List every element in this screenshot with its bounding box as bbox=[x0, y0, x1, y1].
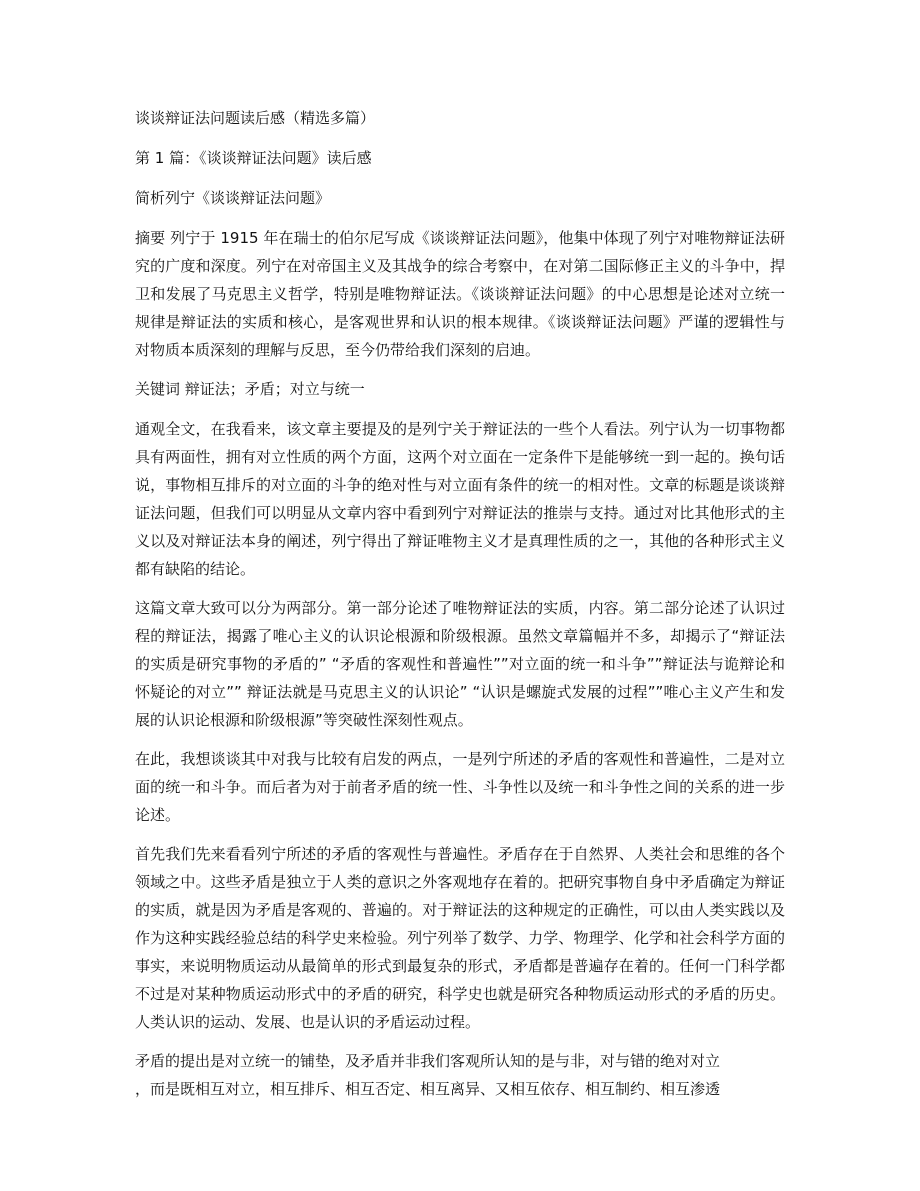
keywords-line: 关键词 辩证法；矛盾；对立与统一 bbox=[135, 380, 365, 398]
body-paragraph-3: 在此，我想谈谈其中对我与比较有启发的两点，一是列宁所述的矛盾的客观性和普遍性，二是对立面的统一和斗争。而后者为对于前者矛盾的统一性、斗争性以及统一和斗争性之间的关系的进一步论述。 bbox=[135, 750, 785, 824]
body-paragraph-5 bbox=[135, 1047, 785, 1103]
paragraph-line: ，而是既相互对立，相互排斥、相互否定、相互离异、又相互依存、相互制约、相互渗透 bbox=[135, 1080, 721, 1098]
document-page bbox=[135, 104, 785, 1103]
body-paragraph-1: 通观全文，在我看来，该文章主要提及的是列宁关于辩证法的一些个人看法。列宁认为一切事物都具有两面性，拥有对立性质的两个方面，这两个对立面在一定条件下是能够统一到一起的。换句话说，事物相互排斥的对立面的斗争的绝对性与对立面有条件的统一的相对性。文章的标题是谈谈辩证法问题，但我们可以明显从文章内容中看到列宁对辩证法的推崇与支持。通过对比其他形式的主义以及对辩证法本身的阐述，列宁得出了辩证唯物主义才是真理性质的之一，其他的各种形式主义都有缺陷的结论。 bbox=[135, 420, 785, 578]
abstract-paragraph: 摘要 列宁于 1915 年在瑞士的伯尔尼写成《谈谈辩证法问题》，他集中体现了列宁对唯物辩证法研究的广度和深度。列宁在对帝国主义及其战争的综合考察中，在对第二国际修正主义的斗争中，捍卫和发展了马克思主义哲学，特别是唯物辩证法。《谈谈辩证法问题》的中心思想是论述对立统一规律是辩证法的实质和核心，是客观世界和认识的根本规律。《谈谈辩证法问题》严谨的逻辑性与对物质本质深刻的理解与反思，至今仍带给我们深刻的启迪。 bbox=[135, 229, 785, 359]
article-title: 简析列宁《谈谈辩证法问题》 bbox=[135, 189, 331, 207]
document-title: 谈谈辩证法问题读后感（精选多篇） bbox=[135, 109, 376, 127]
paragraph-line: 矛盾的提出是对立统一的铺垫，及矛盾并非我们客观所认知的是与非，对与错的绝对对立 bbox=[135, 1052, 721, 1070]
body-paragraph-4: 首先我们先来看看列宁所述的矛盾的客观性与普遍性。矛盾存在于自然界、人类社会和思维的各个领域之中。这些矛盾是独立于人类的意识之外客观地存在着的。把研究事物自身中矛盾确定为辩证的实质，就是因为矛盾是客观的、普遍的。对于辩证法的这种规定的正确性，可以由人类实践以及作为这种实践经验总结的科学史来检验。列宁列举了数学、力学、物理学、化学和社会科学方面的事实，来说明物质运动从最简单的形式到最复杂的形式，矛盾都是普遍存在着的。任何一门科学都不过是对某种物质运动形式中的矛盾的研究，科学史也就是研究各种物质运动形式的矛盾的历史。人类认识的运动、发展、也是认识的矛盾运动过程。 bbox=[135, 845, 785, 1031]
body-paragraph-2: 这篇文章大致可以分为两部分。第一部分论述了唯物辩证法的实质，内容。第二部分论述了认识过程的辩证法，揭露了唯心主义的认识论根源和阶级根源。虽然文章篇幅并不多，却揭示了“辩证法的实质是研究事物的矛盾的” “矛盾的客观性和普遍性””对立面的统一和斗争””辩证法与诡辩论和怀疑论的对立”” 辩证法就是马克思主义的认识论” “认识是螺旋式发展的过程””唯心主义产生和发展的认识论根源和阶级根源”等突破性深刻性观点。 bbox=[135, 599, 785, 729]
section-heading: 第 1 篇：《谈谈辩证法问题》读后感 bbox=[135, 149, 372, 167]
